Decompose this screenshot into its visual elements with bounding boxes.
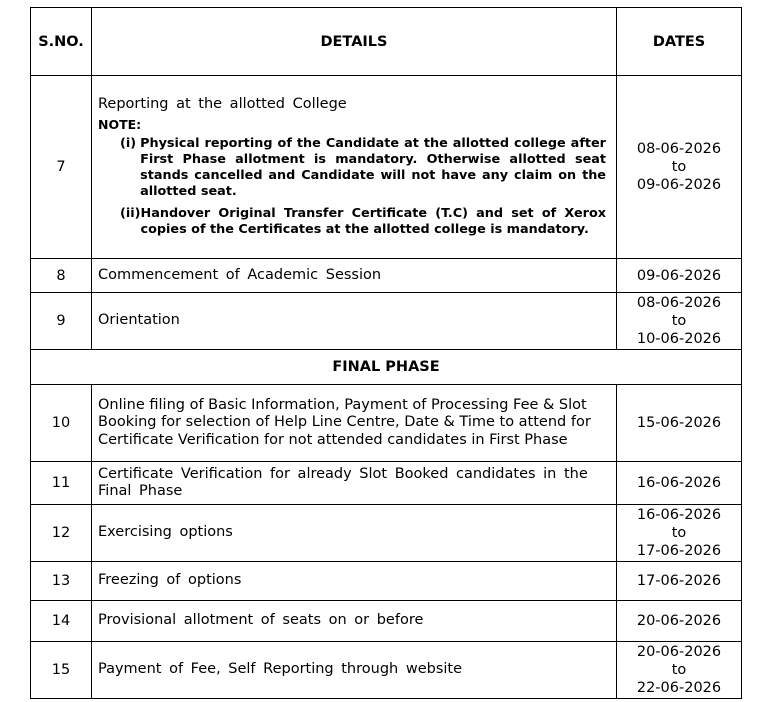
phase-row <box>31 350 742 385</box>
row-dates <box>617 76 742 259</box>
row-details: Provisional allotment of seats on or before <box>92 601 617 642</box>
row-details: Online filing of Basic Information, Payment of Processing Fee & Slot Booking for selection of Help Line Centre, Date & Time to attend for Certificate Verification for not attended candidates in First Phase <box>92 385 617 462</box>
row-date: 20-06-2026 <box>617 601 742 642</box>
table-row <box>31 462 742 505</box>
schedule-table <box>30 7 742 699</box>
note-text: Handover Original Transfer Certificate (T.C) and set of Xerox copies of the Certificates at the allotted college is mandatory. <box>140 205 606 237</box>
row-details: Certificate Verification for already Slot Booked candidates in the Final Phase <box>92 462 617 505</box>
row-dates <box>617 505 742 562</box>
final-phase-heading: FINAL PHASE <box>31 350 742 385</box>
row-details: Exercising options <box>92 505 617 562</box>
row-details: Commencement of Academic Session <box>92 259 617 293</box>
row-date: 17-06-2026 <box>617 562 742 601</box>
header-dates: DATES <box>617 8 742 76</box>
note-text: Physical reporting of the Candidate at the allotted college after First Phase allotment is mandatory. Otherwise allotted seat stands cancelled and Candidate will not have any claim on the allotted seat. <box>140 135 606 199</box>
date-to-word: to <box>671 525 687 541</box>
row-number: 13 <box>31 562 92 601</box>
row-number: 12 <box>31 505 92 562</box>
date-to: 22-06-2026 <box>636 680 722 696</box>
note-item <box>98 136 610 200</box>
row-dates <box>617 642 742 699</box>
row-date: 15-06-2026 <box>617 385 742 462</box>
table-row <box>31 385 742 462</box>
date-to-word: to <box>671 662 687 678</box>
date-to-word: to <box>671 313 687 329</box>
row-number: 11 <box>31 462 92 505</box>
table-row <box>31 76 742 259</box>
date-to: 09-06-2026 <box>636 177 722 193</box>
note-number: (i) <box>120 135 137 151</box>
row-details: Payment of Fee, Self Reporting through website <box>92 642 617 699</box>
row-number: 7 <box>31 76 92 259</box>
row-details: Freezing of options <box>92 562 617 601</box>
header-details: DETAILS <box>92 8 617 76</box>
row-number: 8 <box>31 259 92 293</box>
header-row <box>31 8 742 76</box>
date-from: 16-06-2026 <box>636 507 722 523</box>
note-label: NOTE: <box>98 116 142 132</box>
row-title: Reporting at the allotted College <box>98 96 347 113</box>
row-number: 9 <box>31 293 92 350</box>
date-from: 08-06-2026 <box>636 141 722 157</box>
row-dates <box>617 293 742 350</box>
date-from: 20-06-2026 <box>636 644 722 660</box>
table-row <box>31 601 742 642</box>
table-row <box>31 642 742 699</box>
row-date: 16-06-2026 <box>617 462 742 505</box>
row-date: 09-06-2026 <box>617 259 742 293</box>
date-to-word: to <box>671 159 687 175</box>
table-row <box>31 259 742 293</box>
row-number: 10 <box>31 385 92 462</box>
row-details <box>92 76 617 259</box>
table-row <box>31 293 742 350</box>
table-row <box>31 562 742 601</box>
header-sno: S.NO. <box>31 8 92 76</box>
date-to: 10-06-2026 <box>636 331 722 347</box>
row-details: Orientation <box>92 293 617 350</box>
row-number: 15 <box>31 642 92 699</box>
note-number: (ii) <box>120 205 141 221</box>
date-to: 17-06-2026 <box>636 543 722 559</box>
row-number: 14 <box>31 601 92 642</box>
table-row <box>31 505 742 562</box>
date-from: 08-06-2026 <box>636 295 722 311</box>
note-item <box>98 206 610 238</box>
